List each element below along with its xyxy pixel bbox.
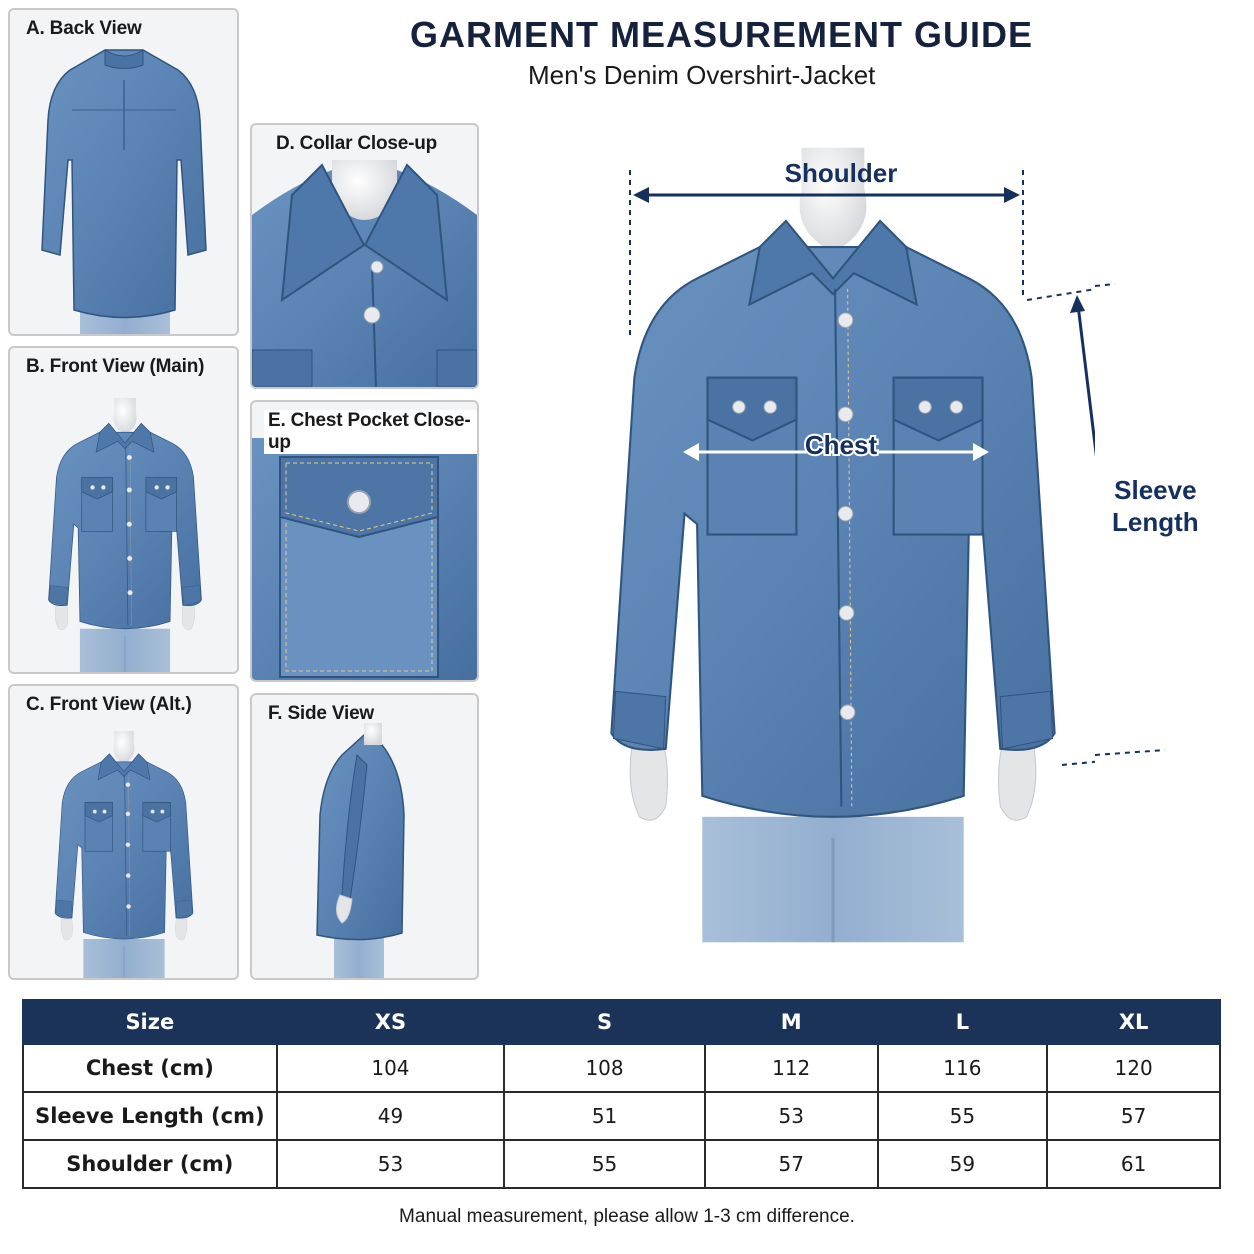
sleeve-arrow — [1070, 295, 1095, 756]
panel-pocket[interactable] — [250, 400, 479, 682]
sleeve-label-line2: Length — [1112, 507, 1199, 537]
row-label-sleeve: Sleeve Length (cm) — [23, 1092, 277, 1140]
panel-label-side: F. Side View — [268, 703, 375, 724]
table-cell: 57 — [1047, 1092, 1220, 1140]
table-cell: 51 — [504, 1092, 705, 1140]
table-cell: 55 — [878, 1092, 1048, 1140]
chest-label: Chest — [804, 430, 878, 460]
size-chart-table — [22, 999, 1221, 1189]
panel-label-front-main: B. Front View (Main) — [26, 356, 205, 377]
table-header-l: L — [878, 1000, 1048, 1044]
front-main-image — [10, 348, 237, 672]
row-label-chest: Chest (cm) — [23, 1044, 277, 1092]
side-view-image — [252, 695, 477, 978]
table-row — [23, 1092, 1220, 1140]
table-cell: 53 — [277, 1140, 505, 1188]
table-header-row — [23, 1000, 1220, 1044]
hero-jacket-illustration — [575, 100, 1095, 990]
back-view-image — [10, 10, 237, 334]
table-header-size: Size — [23, 1000, 277, 1044]
panel-label-collar: D. Collar Close-up — [276, 133, 438, 154]
table-cell: 104 — [277, 1044, 505, 1092]
front-alt-image — [10, 686, 237, 978]
panel-label-front-alt: C. Front View (Alt.) — [26, 694, 192, 715]
sleeve-top-guide — [1027, 286, 1095, 300]
table-cell: 57 — [705, 1140, 878, 1188]
sleeve-bottom-guide — [1062, 755, 1095, 765]
table-row — [23, 1044, 1220, 1092]
page-subtitle: Men's Denim Overshirt-Jacket — [528, 60, 876, 90]
table-cell: 49 — [277, 1092, 505, 1140]
table-row — [23, 1140, 1220, 1188]
table-cell: 59 — [878, 1140, 1048, 1188]
table-cell: 108 — [504, 1044, 705, 1092]
footnote: Manual measurement, please allow 1-3 cm difference. — [399, 1206, 855, 1227]
collar-image — [252, 125, 477, 387]
table-cell: 55 — [504, 1140, 705, 1188]
sleeve-label-line1: Sleeve — [1114, 475, 1197, 505]
panel-back-view[interactable] — [8, 8, 239, 336]
table-header-xs: XS — [277, 1000, 505, 1044]
table-header-m: M — [705, 1000, 878, 1044]
panel-label-back: A. Back View — [26, 18, 142, 39]
table-cell: 120 — [1047, 1044, 1220, 1092]
panel-front-alt[interactable] — [8, 684, 239, 980]
page-title: GARMENT MEASUREMENT GUIDE — [410, 14, 1034, 55]
panel-side[interactable] — [250, 693, 479, 980]
table-cell: 112 — [705, 1044, 878, 1092]
table-header-s: S — [504, 1000, 705, 1044]
table-cell: 61 — [1047, 1140, 1220, 1188]
panel-label-pocket: E. Chest Pocket Close-up — [264, 410, 477, 454]
table-header-xl: XL — [1047, 1000, 1220, 1044]
table-cell: 116 — [878, 1044, 1048, 1092]
row-label-shoulder: Shoulder (cm) — [23, 1140, 277, 1188]
sleeve-guides-ext — [1095, 270, 1215, 770]
panel-collar[interactable] — [250, 123, 479, 389]
table-cell: 53 — [705, 1092, 878, 1140]
shoulder-label: Shoulder — [784, 158, 898, 188]
panel-front-main[interactable] — [8, 346, 239, 674]
